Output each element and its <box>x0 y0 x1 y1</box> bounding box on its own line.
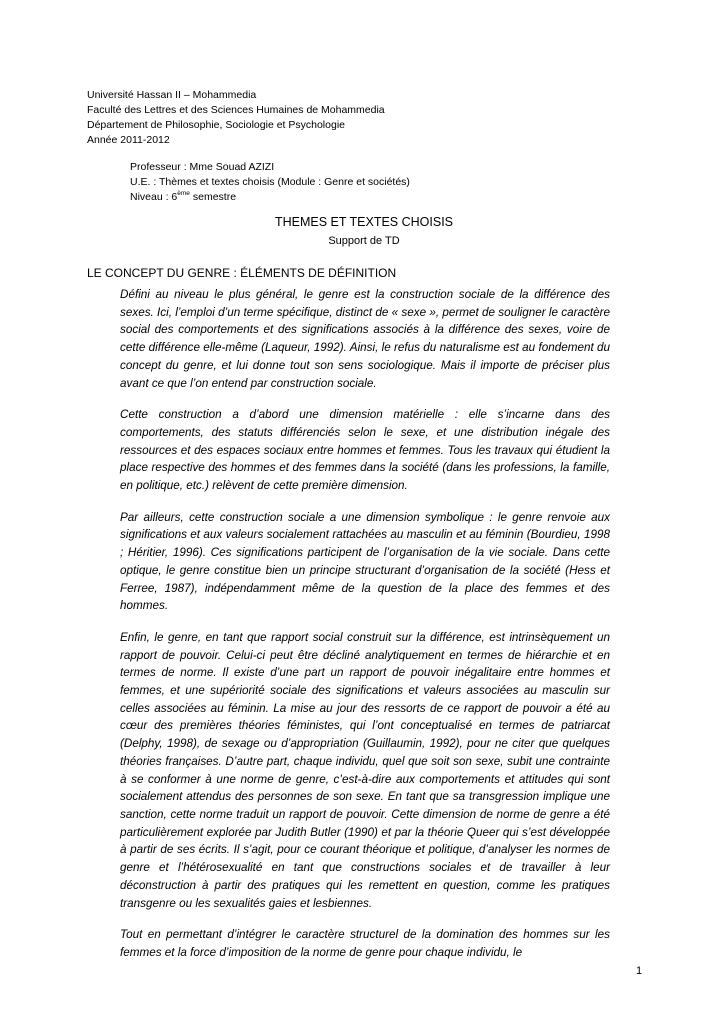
level-suffix: semestre <box>189 191 237 203</box>
paragraph: Cette construction a d’abord une dimension matérielle : elle s’incarne dans des comportements, des statuts différenciés selon le sexe, et une distribution inégale des ressources et des espaces sociaux entre hommes et femmes. Tous les travaux qui étudient la place respective des hommes et des femmes dans la société (dans les professions, la famille, en politique, etc.) relèvent de cette première dimension. <box>120 408 610 493</box>
body-text <box>120 286 610 976</box>
level-line <box>130 190 410 205</box>
university-name: Université Hassan II – Mohammedia <box>87 89 257 101</box>
department-name: Département de Philosophie, Sociologie et Psychologie <box>87 119 345 131</box>
document-title: THEMES ET TEXTES CHOISIS <box>274 215 454 229</box>
course-info <box>130 160 410 205</box>
level-prefix: Niveau : 6 <box>130 191 178 203</box>
professor-line: Professeur : Mme Souad AZIZI <box>130 161 275 173</box>
section-heading: LE CONCEPT DU GENRE : ÉLÉMENTS DE DÉFINITION <box>87 266 397 280</box>
academic-year: Année 2011-2012 <box>87 134 170 146</box>
paragraph: Tout en permettant d’intégrer le caractère structurel de la domination des hommes sur les femmes et la force d’imposition de la norme de genre pour chaque individu, le <box>120 928 610 959</box>
level-superscript: ème <box>177 190 190 197</box>
paragraph: Défini au niveau le plus général, le genre est la construction sociale de la différence des sexes. Ici, l’emploi d’un terme spécifique, distinct de « sexe », permet de souligner le caractère social des comportements et des significations associés à la différence des sexes, voire de cette différence elle-même (Laqueur, 1992). Ainsi, le refus du naturalisme est au fondement du concept du genre, et lui donne tout son sens sociologique. Mais il importe de préciser plus avant ce que l’on entend par construction sociale. <box>120 288 610 390</box>
paragraph: Enfin, le genre, en tant que rapport social construit sur la différence, est intrinsèquement un rapport de pouvoir. Celui-ci peut être décliné analytiquement en termes de hiérarchie et en termes de norme. Il existe d’une part un rapport de pouvoir inégalitaire entre hommes et femmes, et une supériorité sociale des significations et valeurs associées au masculin sur celles associées au féminin. La mise au jour des ressorts de ce rapport de pouvoir a été au cœur des premières théories féministes, qui l’ont conceptualisé en termes de patriarcat (Delphy, 1998), de sexage ou d’appropriation (Guillaumin, 1992), pour ne citer que quelques théories françaises. D’autre part, chaque individu, quel que soit son sexe, subit une contrainte à se conformer à une norme de genre, c’est-à-dire aux comportements et attitudes qui sont socialement attendus des personnes de son sexe. En tant que sa transgression implique une sanction, cette norme traduit un rapport de pouvoir. Cette dimension de norme de genre a été particulièrement explorée par Judith Butler (1990) et par la théorie Queer qui s’est développée à partir de ses écrits. Il s’agit, pour ce courant théorique et politique, d’analyser les normes de genre et l’hétérosexualité en tant que constructions sociales et de travailler à leur déconstruction à partir des pratiques qui les remettent en question, comme les pratiques transgenre ou les sexualités gaies et lesbiennes. <box>120 630 610 910</box>
ue-line: U.E. : Thèmes et textes choisis (Module : Genre et sociétés) <box>130 176 410 188</box>
faculty-name: Faculté des Lettres et des Sciences Humaines de Mohammedia <box>87 104 385 116</box>
institution-header <box>87 88 385 148</box>
page-number: 1 <box>636 965 643 977</box>
document-subtitle: Support de TD <box>328 235 400 247</box>
paragraph: Par ailleurs, cette construction sociale a une dimension symbolique : le genre renvoie aux significations et aux valeurs socialement rattachées au masculin et au féminin (Bourdieu, 1998 ; Héritier, 1996). Ces significations participent de l’organisation de la vie sociale. Dans cette optique, le genre constitue bien un principe structurant d’organisation de la société (Hess et Ferree, 1987), indépendamment même de la question de la place des femmes et des hommes. <box>120 510 610 613</box>
